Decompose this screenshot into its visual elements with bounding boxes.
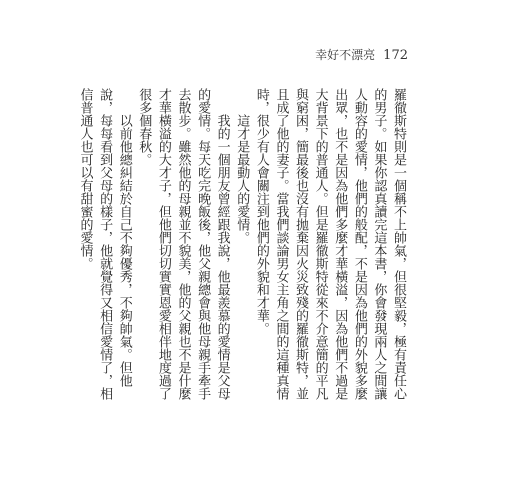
paragraph: 以前他總糾結於自己不夠優秀，不夠帥氣。但他說，每每看到父母的樣子，他就覺得又相信愛情了，相信普通人也可以有甜蜜的愛情。 bbox=[77, 88, 132, 400]
paragraph: 羅徹斯特則是一個稱不上帥氣，但很堅毅，極有責任心的男子。如果你認真讀完這本書，你會發現兩人之間讓人動容的愛情，他們的般配，不是因為他們的外貌多麼出眾，也不是因為他們多麼才華橫溢，因為他們不過是大背景下的普通人。但是羅徹斯特從來不介意簡的平凡與窮困，簡最後也沒有拋棄因火災致殘的羅徹斯特，並且成了他的妻子。當我們談論男女主角之間的這種真情時，很少有人會關注到他們的外貌和才華。 bbox=[253, 88, 406, 400]
paragraph: 這才是最動人的愛情。 bbox=[234, 114, 250, 244]
paragraph: 我的一個朋友曾經跟我說，他最羨慕的愛情是父母的愛情。每天吃完晚飯後，他父親總會與他母親手牽手去散步。雖然他的母親並不貌美，他的父親也不是什麼才華橫溢的大才子，但他們切切實實恩愛相伴地度過了很多個春秋。 bbox=[136, 88, 230, 400]
page-number: 172 bbox=[383, 48, 408, 63]
body-text bbox=[75, 88, 408, 410]
running-title: 幸好不漂亮 bbox=[315, 48, 376, 62]
page-header bbox=[315, 46, 408, 63]
